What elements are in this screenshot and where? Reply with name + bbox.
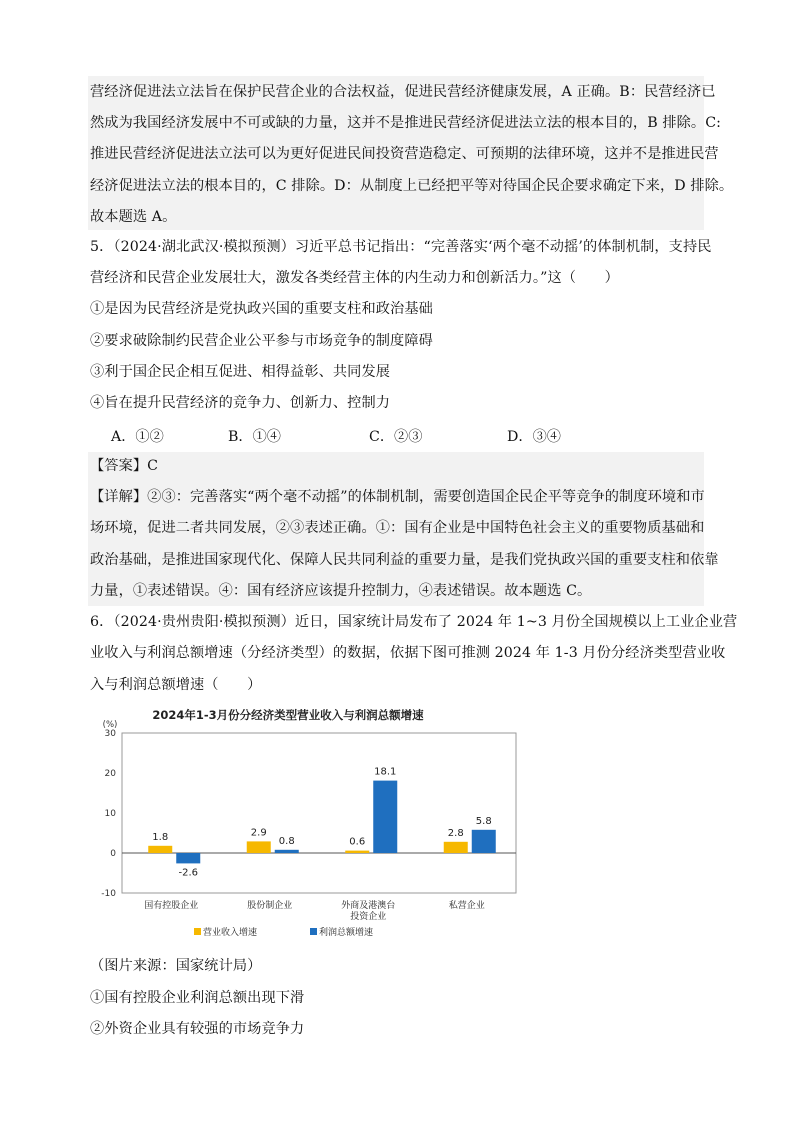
y-tick-label: 10 — [104, 809, 116, 819]
explanation-line-1: 营经济促进法立法旨在保护民营企业的合法权益，促进民营经济健康发展，A 正确。B：民营经济已 — [90, 84, 716, 100]
y-axis-unit-label: (%) — [102, 720, 118, 730]
chart-title: 2024年1-3月份分经济类型营业收入与利润总额增速 — [152, 708, 424, 722]
bar-revenue — [247, 841, 271, 853]
bar-revenue — [444, 842, 468, 853]
chart-svg — [88, 705, 520, 943]
option-d: D．③④ — [507, 429, 561, 445]
question-5-item-3: ③利于国企民企相互促进、相得益彰、共同发展 — [90, 364, 391, 380]
question-5-item-4: ④旨在提升民营经济的竞争力、创新力、控制力 — [90, 395, 391, 411]
category-label: 投资企业 — [350, 912, 387, 922]
y-tick-label: 30 — [104, 729, 116, 739]
question-5-item-1: ①是因为民营经济是党执政兴国的重要支柱和政治基础 — [90, 301, 433, 317]
question-6-stem-1: 6．（2024·贵州贵阳·模拟预测）近日，国家统计局发布了 2024 年 1~3 月份全国规模以上工业企业营 — [90, 614, 738, 630]
bar-profit — [275, 850, 299, 853]
detail-line-1: 【详解】②③：完善落实“两个毫不动摇”的体制机制，需要创造国企民企平等竞争的制度环境和市 — [90, 489, 705, 505]
question-6-item-1: ①国有控股企业利润总额出现下滑 — [90, 990, 305, 1006]
detail-line-4: 力量，①表述错误。④：国有经济应该提升控制力，④表述错误。故本题选 C。 — [90, 583, 592, 599]
y-tick-label: 20 — [104, 769, 116, 779]
data-label: 1.8 — [152, 831, 169, 843]
bar-profit — [176, 853, 200, 863]
explanation-line-4: 经济促进法立法的根本目的，C 排除。D：从制度上已经把平等对待国企民企要求确定下来，D 排除。 — [90, 178, 734, 194]
question-5-options — [0, 426, 794, 444]
y-tick-label: 0 — [110, 849, 116, 859]
legend-label: 利润总额增速 — [319, 928, 374, 938]
question-5-stem-1: 5．（2024·湖北武汉·模拟预测）习近平总书记指出：“完善落实‘两个毫不动摇’的体制机制，支持民 — [90, 239, 712, 255]
data-label: 2.8 — [447, 827, 464, 839]
category-label: 私营企业 — [448, 901, 485, 911]
bar-profit — [472, 830, 496, 853]
option-b: B．①④ — [228, 429, 281, 445]
category-label: 国有控股企业 — [144, 901, 199, 911]
bar-profit — [373, 781, 397, 853]
image-source: （图片来源：国家统计局） — [90, 958, 262, 974]
question-6-item-2: ②外资企业具有较强的市场竞争力 — [90, 1021, 305, 1037]
explanation-line-3: 推进民营经济促进法立法可以为更好促进民间投资营造稳定、可预期的法律环境，这并不是推进民营 — [90, 146, 719, 162]
bar-revenue — [345, 851, 369, 853]
data-label: 5.8 — [475, 815, 492, 827]
data-label: 2.9 — [250, 827, 267, 839]
detail-line-2: 场环境，促进二者共同发展，②③表述正确。①：国有企业是中国特色社会主义的重要物质基础和 — [90, 520, 705, 536]
question-5-stem-2: 营经济和民营企业发展壮大，激发各类经营主体的内生动力和创新活力。”这（ ） — [90, 270, 619, 286]
data-label: -2.6 — [178, 867, 199, 879]
y-tick-label: -10 — [101, 889, 116, 899]
category-label: 股份制企业 — [247, 901, 293, 911]
growth-bar-chart — [88, 705, 520, 943]
detail-line-3: 政治基础，是推进国家现代化、保障人民共同利益的重要力量，是我们党执政兴国的重要支柱和依靠 — [90, 552, 719, 568]
legend-swatch — [194, 928, 201, 935]
legend-label: 营业收入增速 — [203, 928, 258, 938]
option-c: C．②③ — [369, 429, 423, 445]
data-label: 0.6 — [349, 836, 366, 848]
question-6-stem-2: 业收入与利润总额增速（分经济类型）的数据，依据下图可推测 2024 年 1-3 月份分经济类型营业收 — [90, 645, 726, 661]
explanation-conclusion: 故本题选 A。 — [90, 209, 177, 225]
answer-label: 【答案】C — [90, 458, 159, 474]
data-label: 18.1 — [374, 766, 397, 778]
option-a: A．①② — [111, 429, 164, 445]
question-5-item-2: ②要求破除制约民营企业公平参与市场竞争的制度障碍 — [90, 333, 433, 349]
data-label: 0.8 — [278, 835, 295, 847]
question-6-stem-3: 入与利润总额增速（ ） — [90, 677, 262, 693]
legend-swatch — [310, 928, 317, 935]
bar-revenue — [148, 846, 172, 853]
category-label: 外商及港澳台 — [341, 901, 396, 911]
explanation-line-2: 然成为我国经济发展中不可或缺的力量，这并不是推进民营经济促进法立法的根本目的，B 排除。C: — [90, 115, 722, 131]
